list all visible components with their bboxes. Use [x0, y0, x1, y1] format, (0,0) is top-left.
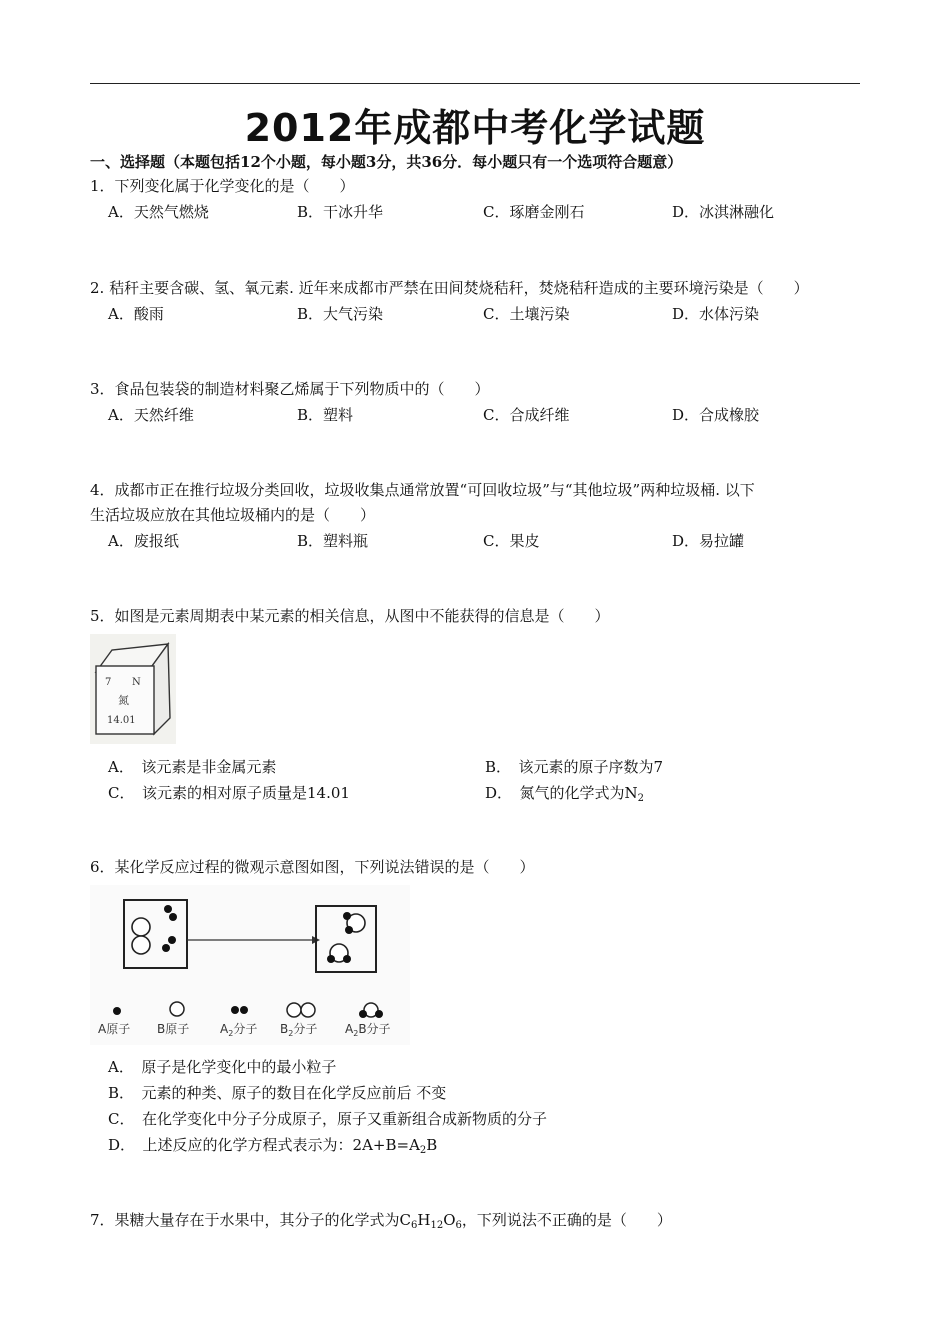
q1-option-a: A．天然气燃烧: [108, 203, 209, 221]
legend-b-atom: B原子: [157, 1022, 190, 1036]
question-2-stem: 2. 秸秆主要含碳、氢、氧元素. 近年来成都市严禁在田间焚烧秸秆，焚烧秸秆造成的主要环境污染是（ ）: [90, 279, 809, 297]
exam-title: 2012年成都中考化学试题: [244, 106, 706, 150]
q4-option-d: D．易拉罐: [672, 532, 745, 550]
q1-option-d: D．冰淇淋融化: [672, 203, 775, 221]
element-name: 氮: [118, 694, 129, 707]
question-7-stem: 7．果糖大量存在于水果中，其分子的化学式为$C_6H_{12}O_6$，下列说法不正确的是（ ）: [90, 1211, 672, 1231]
question-5-stem: 5．如图是元素周期表中某元素的相关信息，从图中不能获得的信息是（ ）: [90, 607, 610, 625]
q2-option-b: B．大气污染: [297, 305, 384, 323]
header-rule: [90, 83, 860, 84]
q6-option-d: D． 上述反应的化学方程式表示为：$2A+B=A_2B$: [108, 1136, 438, 1156]
q1-option-c: C．琢磨金刚石: [483, 203, 585, 221]
q4-option-c: C．果皮: [483, 532, 540, 550]
q1-option-b: B．干冰升华: [297, 203, 384, 221]
legend-a2-molecule: $A_2$分子: [220, 1022, 258, 1038]
legend-b2-molecule: $B_2$分子: [280, 1022, 318, 1038]
question-6-stem: 6．某化学反应过程的微观示意图如图，下列说法错误的是（ ）: [90, 858, 535, 876]
q2-option-a: A．酸雨: [108, 305, 164, 323]
legend-a2b-molecule: $A_2B$分子: [345, 1022, 391, 1038]
element-number: 7: [105, 677, 112, 688]
q5-option-b: B． 该元素的原子序数为7: [485, 758, 664, 776]
element-mass: 14.01: [107, 715, 136, 726]
question-4-stem-line-2: 生活垃圾应放在其他垃圾桶内的是（ ）: [90, 506, 376, 524]
q5-option-c: C． 该元素的相对原子质量是14.01: [108, 784, 350, 802]
q3-option-b: B．塑料: [297, 406, 354, 424]
q4-option-a: A．废报纸: [108, 532, 179, 550]
q2-option-c: C．土壤污染: [483, 305, 570, 323]
q6-option-c: C． 在化学变化中分子分成原子，原子又重新组合成新物质的分子: [108, 1110, 547, 1128]
element-cell-figure: [90, 634, 176, 744]
reaction-diagram: [90, 885, 410, 1045]
legend-a-atom: A原子: [98, 1022, 131, 1036]
q3-option-d: D．合成橡胶: [672, 406, 760, 424]
q6-option-b: B． 元素的种类、原子的数目在化学反应前后 不变: [108, 1084, 447, 1102]
question-4-stem-line-1: 4．成都市正在推行垃圾分类回收，垃圾收集点通常放置“可回收垃圾”与“其他垃圾”两种垃圾桶. 以下: [90, 481, 755, 499]
q3-option-a: A．天然纤维: [108, 406, 194, 424]
element-symbol: N: [132, 677, 141, 688]
question-3-stem: 3．食品包装袋的制造材料聚乙烯属于下列物质中的（ ）: [90, 380, 490, 398]
q2-option-d: D．水体污染: [672, 305, 760, 323]
q5-option-a: A． 该元素是非金属元素: [108, 758, 277, 776]
section-heading: 一、选择题（本题包括12个小题，每小题3分，共36分．每小题只有一个选项符合题意）: [90, 153, 683, 171]
q6-option-a: A． 原子是化学变化中的最小粒子: [108, 1058, 337, 1076]
question-1-stem: 1．下列变化属于化学变化的是（ ）: [90, 177, 355, 195]
q5-option-d: D． 氮气的化学式为$N_2$: [485, 784, 645, 804]
q3-option-c: C．合成纤维: [483, 406, 570, 424]
q4-option-b: B．塑料瓶: [297, 532, 369, 550]
